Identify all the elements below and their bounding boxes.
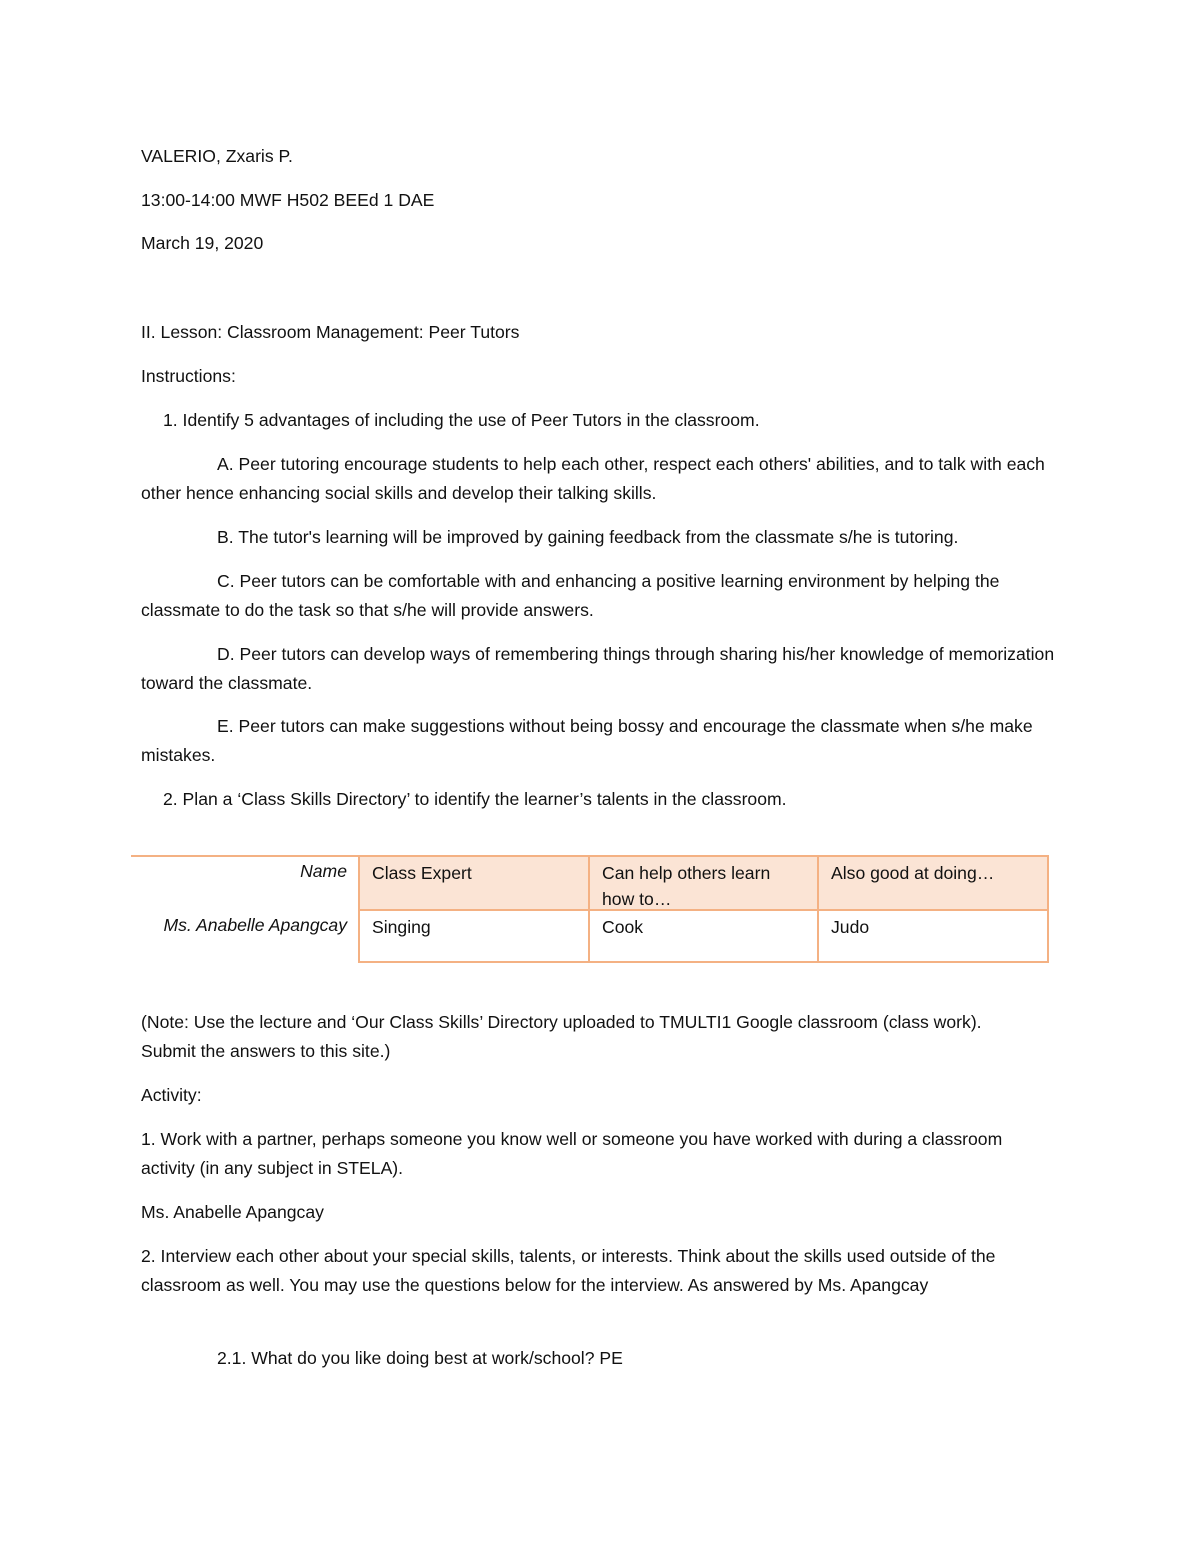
advantage-a-text: A. Peer tutoring encourage students to help each other, respect each others' abilities, and to talk with each other hence enhancing social skills and develop their talking skills. — [141, 454, 1045, 503]
class-schedule: 13:00-14:00 MWF H502 BEEd 1 DAE — [141, 190, 435, 210]
header-name: Name — [300, 861, 347, 881]
activity-label: Activity: — [141, 1085, 202, 1105]
instructions-label: Instructions: — [141, 366, 236, 386]
advantage-e-text: E. Peer tutors can make suggestions without being bossy and encourage the classmate when s/he make mistakes. — [141, 716, 1033, 765]
lesson-title: II. Lesson: Classroom Management: Peer Tutors — [141, 322, 520, 342]
note-paragraph: (Note: Use the lecture and ‘Our Class Skills’ Directory uploaded to TMULTI1 Google classroom (class work). Submit the answers to this site.) — [141, 1012, 982, 1061]
row-name: Ms. Anabelle Apangcay — [163, 915, 347, 935]
question-2-1: 2.1. What do you like doing best at work/school? PE — [217, 1348, 623, 1368]
advantage-a — [141, 450, 1061, 507]
activity-step-1: 1. Work with a partner, perhaps someone you know well or someone you have worked with during a classroom activity (in any subject in STELA). — [141, 1129, 1003, 1178]
instruction-item-1: 1. Identify 5 advantages of including the use of Peer Tutors in the classroom. — [163, 410, 760, 430]
advantage-d-text: D. Peer tutors can develop ways of remembering things through sharing his/her knowledge of memorization toward the classmate. — [141, 644, 1055, 693]
header-class-expert: Class Expert — [358, 855, 590, 911]
partner-name: Ms. Anabelle Apangcay — [141, 1202, 324, 1222]
cell-also-good: Judo — [817, 909, 1049, 963]
advantage-b — [141, 523, 1061, 552]
student-name: VALERIO, Zxaris P. — [141, 146, 293, 166]
document-date: March 19, 2020 — [141, 233, 264, 253]
advantage-d — [141, 640, 1061, 697]
header-can-help: Can help others learn how to… — [588, 855, 819, 911]
advantage-e — [141, 712, 1061, 769]
activity-step-2: 2. Interview each other about your special skills, talents, or interests. Think about the skills used outside of the classroom as well. You may use the questions below for the interview. As answered by Ms. Apangcay — [141, 1246, 996, 1295]
advantage-c — [141, 567, 1061, 624]
cell-can-help: Cook — [588, 909, 819, 963]
cell-class-expert: Singing — [358, 909, 590, 963]
table-top-rule — [131, 855, 359, 857]
class-skills-table — [131, 855, 1049, 963]
advantage-b-text: B. The tutor's learning will be improved by gaining feedback from the classmate s/he is tutoring. — [217, 527, 959, 547]
instruction-item-2: 2. Plan a ‘Class Skills Directory’ to identify the learner’s talents in the classroom. — [163, 789, 787, 809]
header-also-good: Also good at doing… — [817, 855, 1049, 911]
advantage-c-text: C. Peer tutors can be comfortable with and enhancing a positive learning environment by helping the classmate to do the task so that s/he will provide answers. — [141, 571, 1000, 620]
